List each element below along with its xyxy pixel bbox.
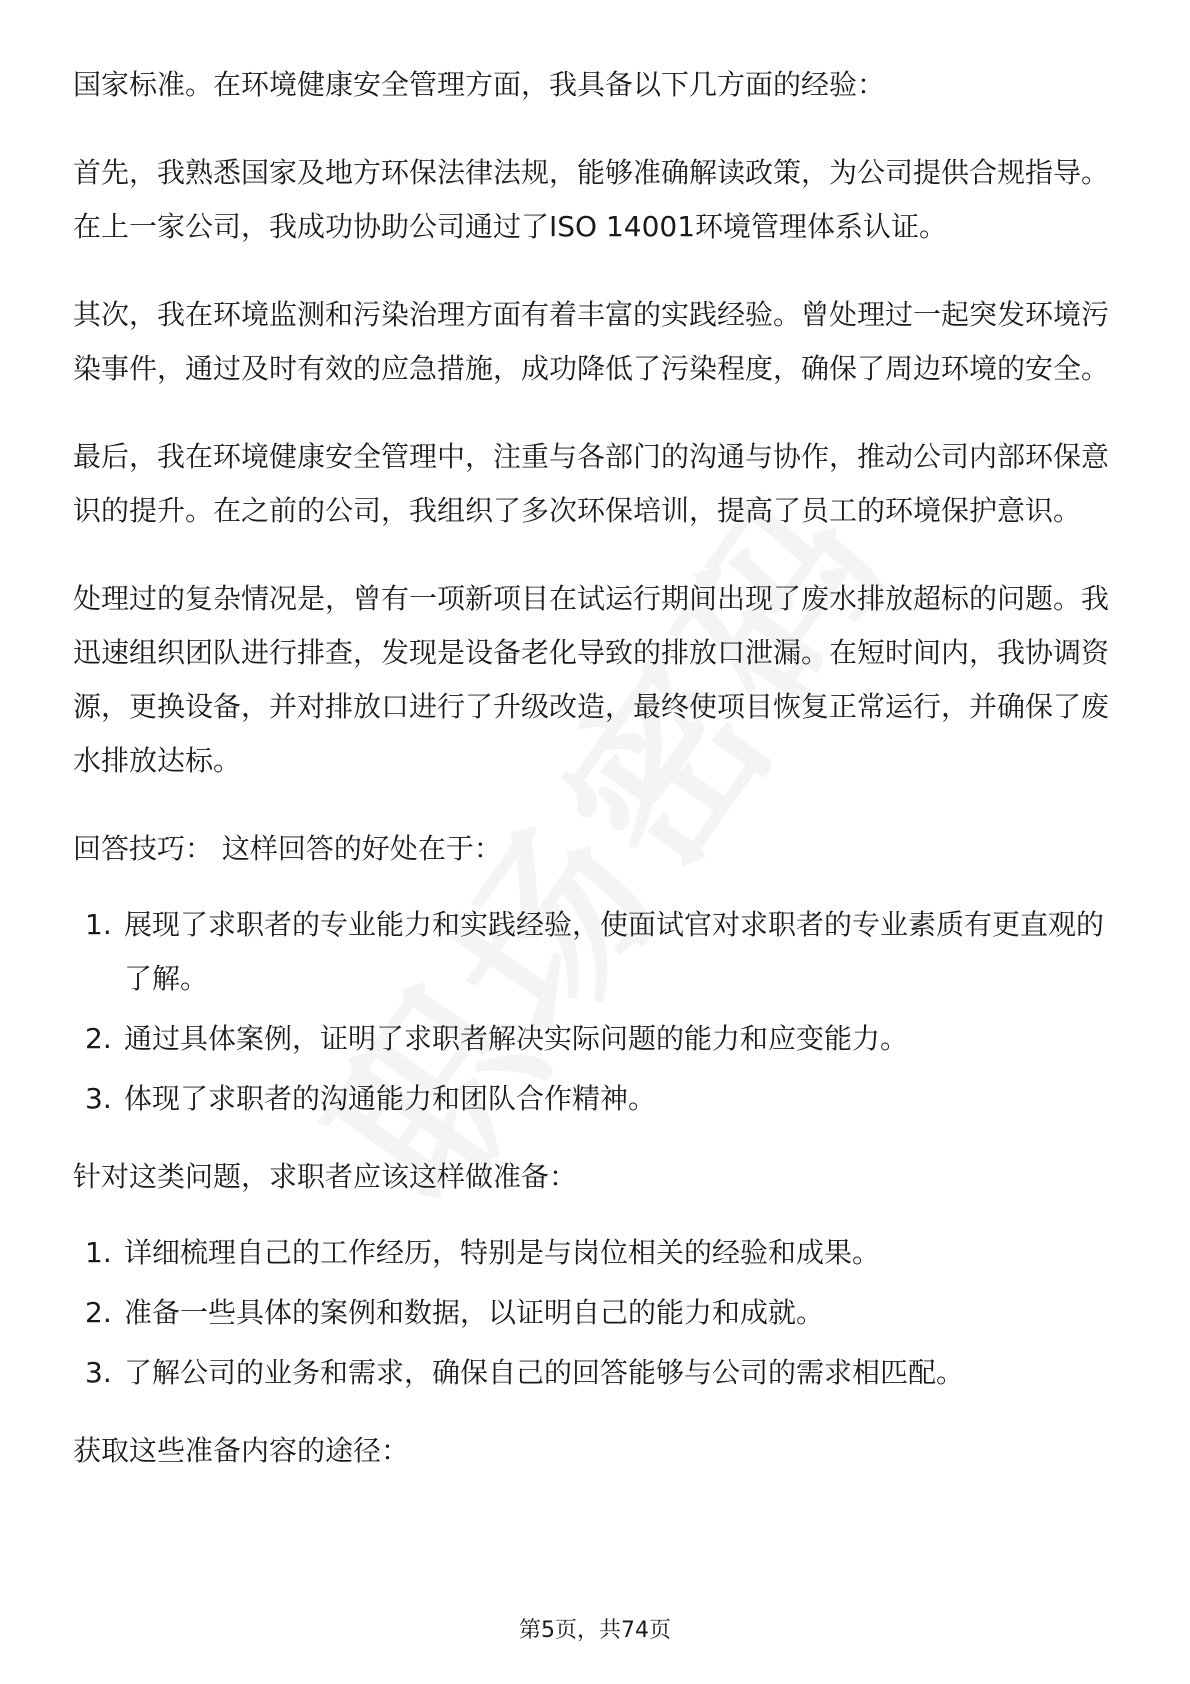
list-number: 2. — [85, 1296, 112, 1329]
list-number: 2. — [85, 1022, 112, 1055]
list-number: 1. — [85, 908, 112, 941]
prep-list — [73, 1226, 1118, 1400]
list-item-text: 展现了求职者的专业能力和实践经验，使面试官对求职者的专业素质有更直观的了解。 — [124, 908, 1105, 995]
list-item-text: 准备一些具体的案例和数据，以证明自己的能力和成就。 — [124, 1296, 825, 1329]
list-item — [73, 1012, 1118, 1066]
paragraph-complex-case: 处理过的复杂情况是，曾有一项新项目在试运行期间出现了废水排放超标的问题。我迅速组织团队进行排查，发现是设备老化导致的排放口泄漏。在短时间内，我协调资源，更换设备，并对排放口进行了升级改造，最终使项目恢复正常运行，并确保了废水排放达标。 — [73, 582, 1110, 777]
list-item — [73, 1286, 1118, 1340]
paragraph-intro: 国家标准。在环境健康安全管理方面，我具备以下几方面的经验： — [73, 68, 886, 101]
list-item — [73, 1346, 1118, 1400]
list-item — [73, 1072, 1118, 1126]
paragraph-last: 最后，我在环境健康安全管理中，注重与各部门的沟通与协作，推动公司内部环保意识的提升。在之前的公司，我组织了多次环保培训，提高了员工的环境保护意识。 — [73, 440, 1110, 527]
paragraph-second: 其次，我在环境监测和污染治理方面有着丰富的实践经验。曾处理过一起突发环境污染事件，通过及时有效的应急措施，成功降低了污染程度，确保了周边环境的安全。 — [73, 298, 1110, 385]
paragraph-first: 首先，我熟悉国家及地方环保法律法规，能够准确解读政策，为公司提供合规指导。在上一家公司，我成功协助公司通过了ISO 14001环境管理体系认证。 — [73, 156, 1110, 243]
list-item — [73, 1226, 1118, 1280]
list-number: 3. — [85, 1356, 112, 1389]
list-item-text: 通过具体案例，证明了求职者解决实际问题的能力和应变能力。 — [124, 1022, 909, 1055]
page-footer: 第5页，共74页 — [519, 1618, 671, 1643]
list-item-text: 了解公司的业务和需求，确保自己的回答能够与公司的需求相匹配。 — [124, 1356, 965, 1389]
document-body — [73, 58, 1118, 1512]
list-item-text: 体现了求职者的沟通能力和团队合作精神。 — [124, 1082, 657, 1115]
tips-heading: 回答技巧： 这样回答的好处在于： — [73, 832, 502, 865]
list-item — [73, 898, 1118, 1006]
tips-list — [73, 898, 1118, 1126]
list-item-text: 详细梳理自己的工作经历，特别是与岗位相关的经验和成果。 — [124, 1236, 881, 1269]
list-number: 3. — [85, 1082, 112, 1115]
list-number: 1. — [85, 1236, 112, 1269]
prep-heading: 针对这类问题，求职者应该这样做准备： — [73, 1160, 578, 1193]
closing-heading: 获取这些准备内容的途径： — [73, 1434, 410, 1467]
